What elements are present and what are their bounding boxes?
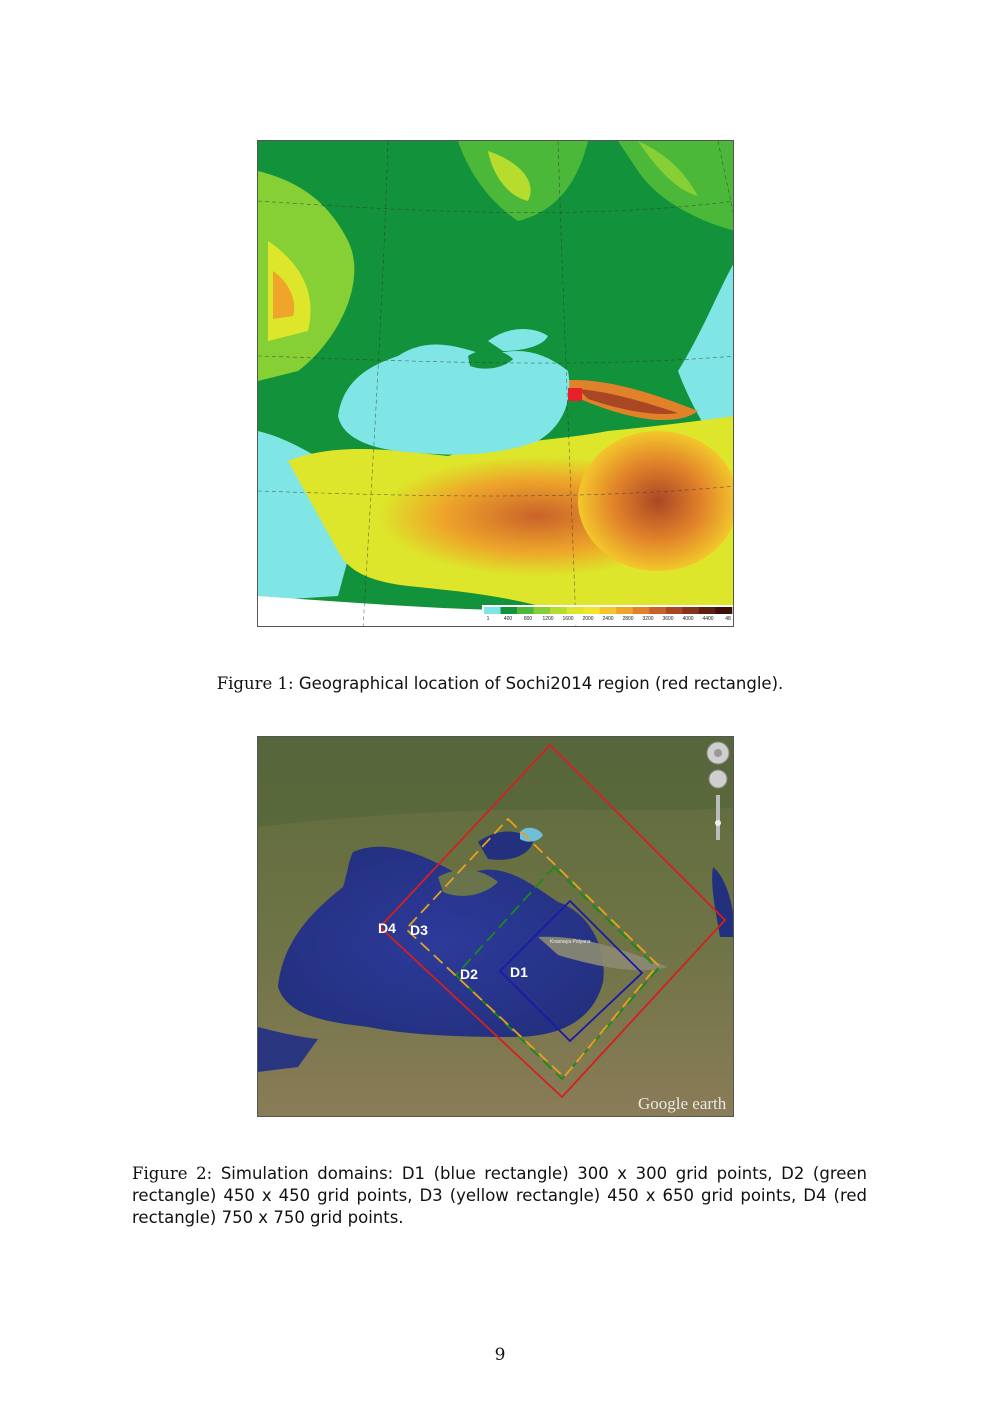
page-number: 9	[494, 1345, 506, 1365]
look-control-icon	[709, 770, 727, 788]
colorbar-swatch	[484, 607, 501, 614]
colorbar-tick-label: 400	[503, 616, 513, 622]
colorbar-swatch	[633, 607, 650, 614]
domain-d4-label: D4	[378, 920, 396, 936]
domain-d3-label: D3	[410, 922, 428, 938]
colorbar-swatch	[534, 607, 551, 614]
colorbar-swatch	[567, 607, 584, 614]
sochi-region-marker	[568, 388, 582, 401]
colorbar-tick-label: 3600	[662, 616, 674, 622]
colorbar-swatch	[550, 607, 567, 614]
figure-1-caption	[0, 673, 1000, 695]
colorbar-tick-label: 1	[486, 616, 490, 622]
zoom-slider-icon	[716, 795, 720, 840]
colorbar-tick-label: 800	[523, 616, 533, 622]
domain-d2-label: D2	[460, 966, 478, 982]
colorbar-tick-label: 4000	[682, 616, 694, 622]
colorbar-swatch	[583, 607, 600, 614]
figure-2-caption	[132, 1163, 867, 1229]
colorbar-tick-label: 3200	[642, 616, 654, 622]
colorbar-swatch	[682, 607, 699, 614]
colorbar-swatch	[699, 607, 716, 614]
google-earth-watermark: Google earth	[638, 1094, 727, 1113]
colorbar-swatch	[600, 607, 617, 614]
figure-1-label: Figure 1:	[216, 674, 294, 693]
place-label: Krasnaya Polyana	[550, 939, 591, 945]
colorbar-swatch	[501, 607, 518, 614]
figure-2-simulation-domains	[257, 736, 734, 1117]
colorbar-tick-label: 1600	[562, 616, 574, 622]
colorbar-swatch	[715, 607, 732, 614]
colorbar-tick-label: 1200	[542, 616, 554, 622]
colorbar-tick-label: 4400	[702, 616, 714, 622]
figure-1-caption-text: Geographical location of Sochi2014 region (red rectangle).	[298, 674, 784, 693]
colorbar-tick-label: 2000	[582, 616, 594, 622]
domains-map-graphic	[258, 737, 734, 1117]
figure-1-elevation-map	[257, 140, 734, 627]
domain-d1-label: D1	[510, 964, 528, 980]
colorbar-swatch	[666, 607, 683, 614]
colorbar-swatch	[517, 607, 534, 614]
colorbar-swatch	[649, 607, 666, 614]
colorbar-tick-label: 2800	[622, 616, 634, 622]
figure-2-caption-text: Simulation domains: D1 (blue rectangle) 300 x 300 grid points, D2 (green rectangle) 450 x 450 grid points, D3 (yellow rectangle) 450 x 650 grid points, D4 (red rectangle) 750 x 750 grid points.	[132, 1164, 868, 1227]
colorbar-tick-label: 2400	[602, 616, 614, 622]
elevation-colorbar	[482, 605, 734, 625]
colorbar-tick-label: 48	[725, 616, 731, 622]
figure-2-label: Figure 2:	[132, 1164, 213, 1183]
colorbar-swatch	[616, 607, 633, 614]
elevation-map-graphic	[258, 141, 734, 627]
